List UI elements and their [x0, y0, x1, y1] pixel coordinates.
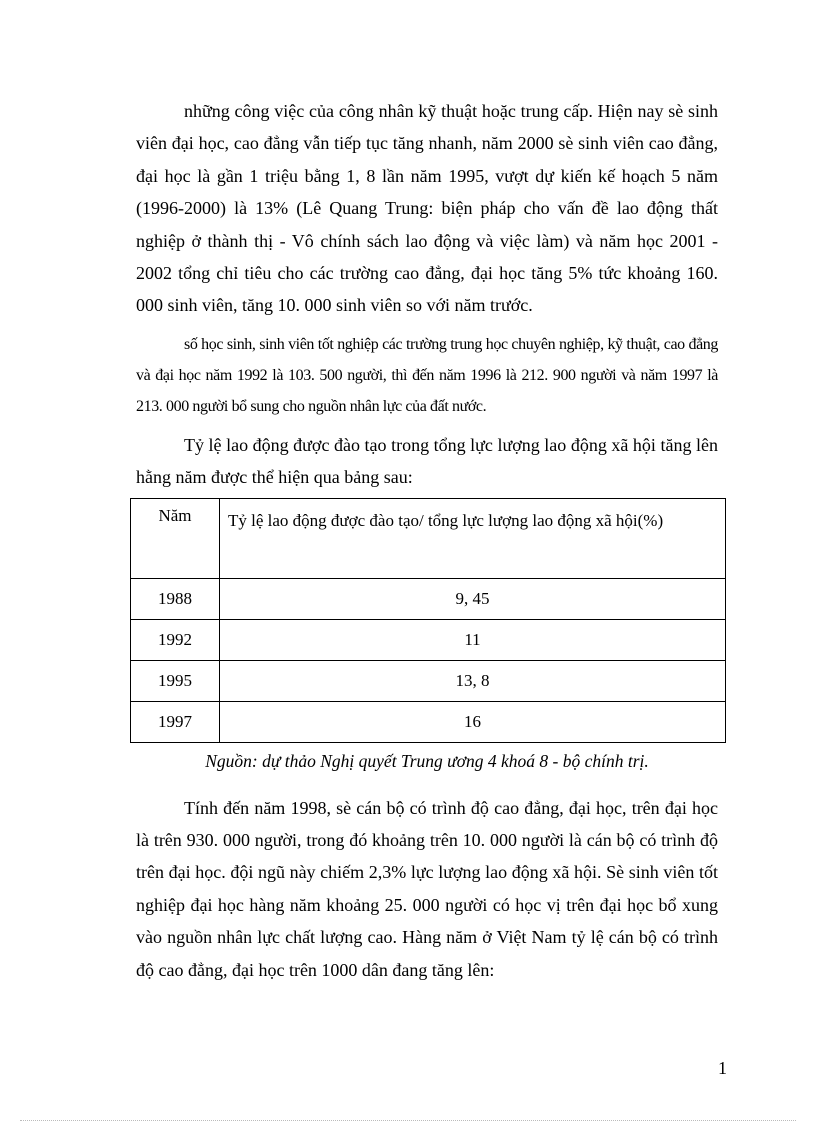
paragraph-3: Tỷ lệ lao động được đào tạo trong tổng lực lượng lao động xã hội tăng lên hằng năm được thể hiện qua bảng sau:	[136, 434, 718, 488]
paragraph-2: số học sinh, sinh viên tốt nghiệp các trường trung học chuyên nghiệp, kỹ thuật, cao đẳng và đại học năm 1992 là 103. 500 người, thì đến năm 1996 là 212. 900 người và năm 1997 là 213. 000 người bổ sung cho nguồn nhân lực của đất nước.	[136, 335, 718, 415]
row-year: 1992	[131, 619, 220, 660]
table-row	[131, 578, 726, 619]
table-row	[131, 660, 726, 701]
row-year: 1997	[131, 701, 220, 742]
page-bottom-divider	[20, 1120, 796, 1121]
training-rate-table	[130, 498, 726, 743]
row-value: 13, 8	[220, 660, 726, 701]
table-header-row	[131, 498, 726, 578]
row-value: 16	[220, 701, 726, 742]
paragraph-4: Tính đến năm 1998, sè cán bộ có trình độ cao đẳng, đại học, trên đại học là trên 930. 000 người, trong đó khoảng trên 10. 000 người là cán bộ có trình độ trên đại học. đội ngũ này chiếm 2,3% lực lượng lao động xã hội. Sè sinh viên tốt nghiệp đại học hàng năm khoảng 25. 000 người có học vị trên đại học bổ xung vào nguồn nhân lực chất lượng cao. Hàng năm ở Việt Nam tỷ lệ cán bộ có trình độ cao đẳng, đại học trên 1000 dân đang tăng lên:	[136, 797, 718, 980]
table-row	[131, 701, 726, 742]
row-value: 9, 45	[220, 578, 726, 619]
row-year: 1995	[131, 660, 220, 701]
paragraph-1: những công việc của công nhân kỹ thuật hoặc trung cấp. Hiện nay sè sinh viên đại học, cao đẳng vẫn tiếp tục tăng nhanh, năm 2000 sè sinh viên cao đẳng, đại học là gần 1 triệu bằng 1, 8 lần năm 1995, vượt dự kiến kế hoạch 5 năm (1996-2000) là 13% (Lê Quang Trung: biện pháp cho vấn đề lao động thất nghiệp ở thành thị - Vô chính sách lao động và việc làm) và năm học 2001 - 2002 tổng chỉ tiêu cho các trường cao đẳng, đại học tăng 5% tức khoảng 160. 000 sinh viên, tăng 10. 000 sinh viên so với năm trước.	[136, 101, 718, 316]
row-value: 11	[220, 619, 726, 660]
row-year: 1988	[131, 578, 220, 619]
table-source-caption: Nguồn: dự thảo Nghị quyết Trung ương 4 khoá 8 - bộ chính trị.	[205, 750, 649, 771]
header-year: Năm	[131, 498, 220, 578]
table-row	[131, 619, 726, 660]
header-rate-label: Tỷ lệ lao động được đào tạo/ tổng lực lượng lao động xã hội(%)	[220, 498, 726, 578]
document-body	[136, 95, 718, 993]
page-number: 1	[718, 1058, 727, 1078]
